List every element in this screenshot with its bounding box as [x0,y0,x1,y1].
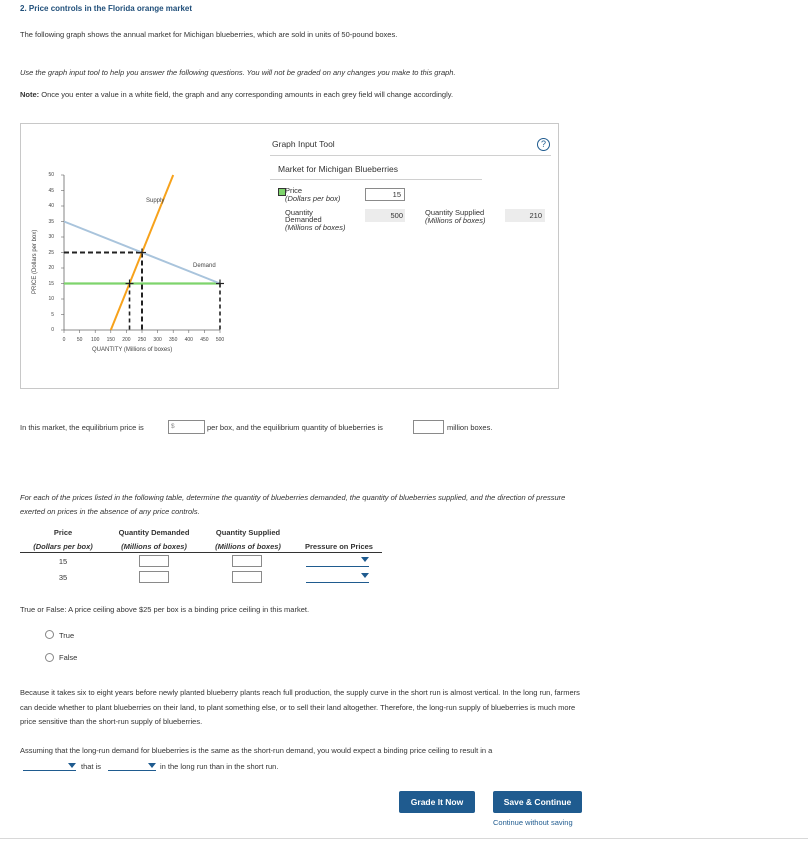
y-tick-label: 50 [48,172,54,178]
col-qd-header: Quantity Demanded [118,528,190,537]
bottom-rule [0,838,808,839]
qd-label-2: Demanded [285,215,322,224]
dollar-sign: $ [171,423,175,430]
radio-false[interactable] [45,653,54,662]
x-tick-label: 250 [137,337,147,343]
pressure-dropdown-35[interactable] [306,572,369,583]
x-tick-label: 50 [76,337,83,343]
y-tick-label: 35 [48,218,54,225]
y-tick-label: 40 [48,203,54,209]
note-label: Note: [20,90,40,99]
chevron-down-icon [361,573,369,578]
col-price-unit: (Dollars per box) [33,542,93,551]
note-text [20,90,453,99]
radio-true-label[interactable]: True [59,631,75,640]
x-tick-label: 200 [122,337,131,343]
q1-text-middle: per box, and the equilibrium quantity of blueberries is [207,423,383,432]
x-tick-label: 100 [91,337,100,343]
price-unit: (Dollars per box) [285,194,341,203]
y-axis-label: PRICE (Dollars per box) [32,229,38,294]
x-tick-label: 450 [200,337,209,343]
qd-unit: (Millions of boxes) [285,223,346,232]
table-header-rule [20,552,382,553]
x-tick-label: 0 [62,337,66,343]
pressure-dropdown-15[interactable] [306,556,369,567]
qs-input-35[interactable] [232,571,262,583]
qd-input-15[interactable] [139,555,169,567]
x-tick-label: 500 [215,337,225,343]
eq-quantity-input[interactable] [413,420,444,434]
q4-paragraph: Because it takes six to eight years before newly planted blueberry plants reach full production, the supply curve in the short run is almost vertical. In the long run, farmers can decide whether to plant blueberries on their land, to plant something else, or to sell their land altogether. Therefore, the long-run supply of blueberries is much more price sensitive than the short-run supply of blueberries. [20,688,580,726]
continue-without-saving-link[interactable]: Continue without saving [493,818,573,827]
y-tick-label: 15 [48,280,54,287]
chevron-down-icon [148,763,156,768]
x-tick-label: 350 [169,337,178,343]
demand-label: Demand [193,263,216,269]
x-tick-label: 300 [153,337,162,343]
qd-value: 500 [365,209,405,222]
y-tick-label: 5 [51,311,54,318]
tool-divider [270,155,551,156]
q3-statement: True or False: A price ceiling above $25 per box is a binding price ceiling in this market. [20,605,310,614]
x-tick-label: 400 [184,337,193,343]
tool-title: Graph Input Tool [272,139,335,149]
qs-unit: (Millions of boxes) [425,216,486,225]
result-dropdown[interactable] [23,762,76,771]
price-input[interactable]: 15 [365,188,405,201]
q4-question: Assuming that the long-run demand for blueberries is the same as the short-run demand, you would expect a binding price ceiling to result in a [20,746,493,755]
q2-instruction: For each of the prices listed in the following table, determine the quantity of blueberries demanded, the quantity of blueberries supplied, and the direction of pressure exerted on prices in the absence of any price controls. [20,493,566,516]
qs-label: Quantity Supplied [425,208,485,217]
row-price-15: 15 [58,557,68,566]
chevron-down-icon [361,557,369,562]
col-qs-header: Quantity Supplied [215,528,281,537]
y-tick-label: 10 [48,296,54,302]
q1-text-after: million boxes. [447,423,493,432]
col-qd-unit: (Millions of boxes) [121,542,187,551]
qs-input-15[interactable] [232,555,262,567]
qs-value: 210 [505,209,545,222]
chevron-down-icon [68,763,76,768]
save-continue-button[interactable]: Save & Continue [493,791,582,813]
q4-end: in the long run than in the short run. [160,762,279,771]
x-axis-label: QUANTITY (Millions of boxes) [92,347,173,353]
market-title: Market for Michigan Blueberries [278,164,398,174]
that-is-text: that is [81,762,102,771]
y-tick-label: 45 [48,187,54,194]
col-qs-unit: (Millions of boxes) [215,542,281,551]
intro-text: The following graph shows the annual market for Michigan blueberries, which are sold in units of 50-pound boxes. [20,30,398,39]
col-pressure-header: Pressure on Prices [305,542,373,551]
question-title: 2. Price controls in the Florida orange market [20,4,193,13]
qd-label-1: Quantity [285,208,313,217]
amount-dropdown[interactable] [108,762,156,771]
y-tick-label: 30 [48,234,54,240]
row-price-35: 35 [58,573,68,582]
instruction-text: Use the graph input tool to help you answer the following questions. You will not be graded on any changes you make to this graph. [20,68,456,77]
x-tick-label: 150 [106,337,115,343]
radio-true[interactable] [45,630,54,639]
help-icon[interactable]: ? [537,138,550,151]
q1-text-before: In this market, the equilibrium price is [20,423,144,432]
y-tick-label: 0 [51,327,54,333]
y-tick-label: 20 [48,265,54,271]
price-label: Price [285,186,303,195]
qd-input-35[interactable] [139,571,169,583]
note-body: Once you enter a value in a white field, the graph and any corresponding amounts in each grey field will change accordingly. [39,90,454,99]
supply-label: Supply [146,198,165,204]
y-tick-label: 25 [48,249,54,256]
grade-button[interactable]: Grade It Now [399,791,475,813]
market-divider [270,179,482,180]
col-price-header: Price [53,528,73,537]
radio-false-label[interactable]: False [59,653,78,662]
